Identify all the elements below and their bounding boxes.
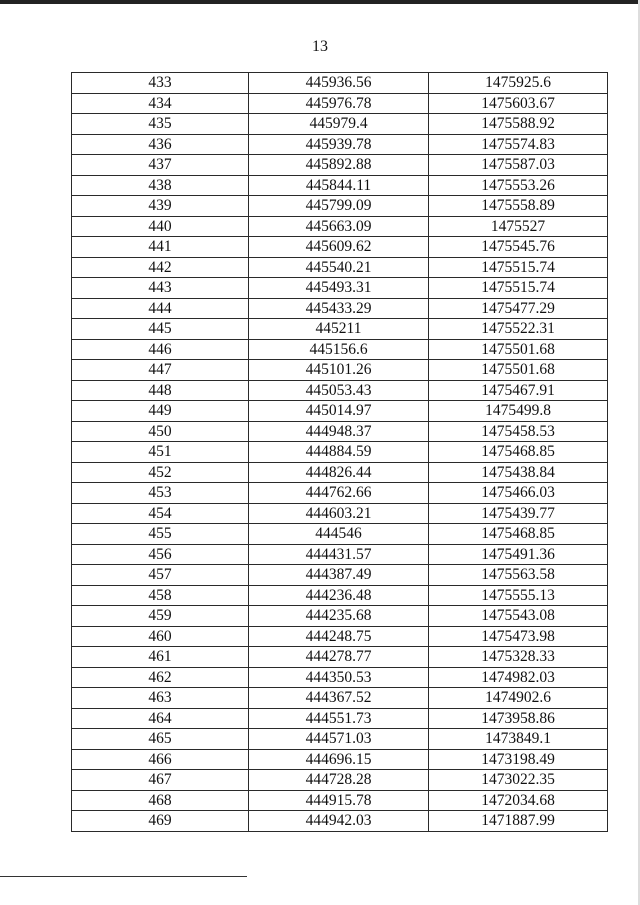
x-coordinate-cell: 445799.09 bbox=[249, 196, 429, 217]
table-row bbox=[72, 257, 608, 278]
table-row bbox=[72, 647, 608, 668]
x-coordinate-cell: 444915.78 bbox=[249, 790, 429, 811]
table-row bbox=[72, 749, 608, 770]
x-coordinate-cell: 444884.59 bbox=[249, 442, 429, 463]
point-number-cell: 444 bbox=[72, 298, 249, 319]
x-coordinate-cell: 444248.75 bbox=[249, 626, 429, 647]
table-row bbox=[72, 134, 608, 155]
point-number-cell: 451 bbox=[72, 442, 249, 463]
table-row bbox=[72, 606, 608, 627]
table-row bbox=[72, 585, 608, 606]
table-row bbox=[72, 339, 608, 360]
table-row bbox=[72, 93, 608, 114]
x-coordinate-cell: 444387.49 bbox=[249, 565, 429, 586]
table-row bbox=[72, 401, 608, 422]
x-coordinate-cell: 444551.73 bbox=[249, 708, 429, 729]
table-row bbox=[72, 524, 608, 545]
point-number-cell: 462 bbox=[72, 667, 249, 688]
point-number-cell: 452 bbox=[72, 462, 249, 483]
y-coordinate-cell: 1475501.68 bbox=[429, 360, 608, 381]
table-row bbox=[72, 729, 608, 750]
x-coordinate-cell: 444546 bbox=[249, 524, 429, 545]
y-coordinate-cell: 1475499.8 bbox=[429, 401, 608, 422]
table-row bbox=[72, 380, 608, 401]
point-number-cell: 447 bbox=[72, 360, 249, 381]
table-row bbox=[72, 626, 608, 647]
table-row bbox=[72, 790, 608, 811]
y-coordinate-cell: 1475522.31 bbox=[429, 319, 608, 340]
y-coordinate-cell: 1471887.99 bbox=[429, 811, 608, 832]
x-coordinate-cell: 445433.29 bbox=[249, 298, 429, 319]
y-coordinate-cell: 1475438.84 bbox=[429, 462, 608, 483]
y-coordinate-cell: 1475468.85 bbox=[429, 524, 608, 545]
coordinates-table bbox=[71, 72, 608, 832]
table-row bbox=[72, 73, 608, 94]
point-number-cell: 442 bbox=[72, 257, 249, 278]
table-row bbox=[72, 298, 608, 319]
y-coordinate-cell: 1475501.68 bbox=[429, 339, 608, 360]
y-coordinate-cell: 1475439.77 bbox=[429, 503, 608, 524]
y-coordinate-cell: 1475468.85 bbox=[429, 442, 608, 463]
point-number-cell: 436 bbox=[72, 134, 249, 155]
x-coordinate-cell: 445014.97 bbox=[249, 401, 429, 422]
table-row bbox=[72, 155, 608, 176]
y-coordinate-cell: 1473849.1 bbox=[429, 729, 608, 750]
point-number-cell: 453 bbox=[72, 483, 249, 504]
y-coordinate-cell: 1475491.36 bbox=[429, 544, 608, 565]
footnote-rule bbox=[0, 876, 247, 877]
point-number-cell: 445 bbox=[72, 319, 249, 340]
point-number-cell: 455 bbox=[72, 524, 249, 545]
point-number-cell: 458 bbox=[72, 585, 249, 606]
y-coordinate-cell: 1475558.89 bbox=[429, 196, 608, 217]
y-coordinate-cell: 1475555.13 bbox=[429, 585, 608, 606]
table-row bbox=[72, 462, 608, 483]
point-number-cell: 466 bbox=[72, 749, 249, 770]
y-coordinate-cell: 1475587.03 bbox=[429, 155, 608, 176]
x-coordinate-cell: 445844.11 bbox=[249, 175, 429, 196]
x-coordinate-cell: 445101.26 bbox=[249, 360, 429, 381]
y-coordinate-cell: 1475467.91 bbox=[429, 380, 608, 401]
y-coordinate-cell: 1475466.03 bbox=[429, 483, 608, 504]
table-row bbox=[72, 688, 608, 709]
point-number-cell: 469 bbox=[72, 811, 249, 832]
x-coordinate-cell: 444948.37 bbox=[249, 421, 429, 442]
table-row bbox=[72, 442, 608, 463]
y-coordinate-cell: 1475458.53 bbox=[429, 421, 608, 442]
y-coordinate-cell: 1474902.6 bbox=[429, 688, 608, 709]
x-coordinate-cell: 444278.77 bbox=[249, 647, 429, 668]
table-row bbox=[72, 196, 608, 217]
x-coordinate-cell: 444236.48 bbox=[249, 585, 429, 606]
y-coordinate-cell: 1474982.03 bbox=[429, 667, 608, 688]
y-coordinate-cell: 1475545.76 bbox=[429, 237, 608, 258]
point-number-cell: 433 bbox=[72, 73, 249, 94]
table-row bbox=[72, 483, 608, 504]
x-coordinate-cell: 445892.88 bbox=[249, 155, 429, 176]
y-coordinate-cell: 1475543.08 bbox=[429, 606, 608, 627]
x-coordinate-cell: 445609.62 bbox=[249, 237, 429, 258]
point-number-cell: 456 bbox=[72, 544, 249, 565]
y-coordinate-cell: 1475527 bbox=[429, 216, 608, 237]
x-coordinate-cell: 444762.66 bbox=[249, 483, 429, 504]
point-number-cell: 454 bbox=[72, 503, 249, 524]
point-number-cell: 434 bbox=[72, 93, 249, 114]
y-coordinate-cell: 1475588.92 bbox=[429, 114, 608, 135]
table-row bbox=[72, 175, 608, 196]
point-number-cell: 468 bbox=[72, 790, 249, 811]
table-row bbox=[72, 503, 608, 524]
table-row bbox=[72, 216, 608, 237]
y-coordinate-cell: 1475603.67 bbox=[429, 93, 608, 114]
x-coordinate-cell: 444571.03 bbox=[249, 729, 429, 750]
x-coordinate-cell: 444350.53 bbox=[249, 667, 429, 688]
x-coordinate-cell: 444942.03 bbox=[249, 811, 429, 832]
y-coordinate-cell: 1473958.86 bbox=[429, 708, 608, 729]
point-number-cell: 459 bbox=[72, 606, 249, 627]
table-row bbox=[72, 278, 608, 299]
x-coordinate-cell: 444696.15 bbox=[249, 749, 429, 770]
point-number-cell: 448 bbox=[72, 380, 249, 401]
point-number-cell: 461 bbox=[72, 647, 249, 668]
x-coordinate-cell: 445053.43 bbox=[249, 380, 429, 401]
table-row bbox=[72, 237, 608, 258]
y-coordinate-cell: 1473198.49 bbox=[429, 749, 608, 770]
y-coordinate-cell: 1475477.29 bbox=[429, 298, 608, 319]
y-coordinate-cell: 1473022.35 bbox=[429, 770, 608, 791]
table-row bbox=[72, 770, 608, 791]
x-coordinate-cell: 444235.68 bbox=[249, 606, 429, 627]
table-row bbox=[72, 708, 608, 729]
point-number-cell: 439 bbox=[72, 196, 249, 217]
y-coordinate-cell: 1475515.74 bbox=[429, 278, 608, 299]
x-coordinate-cell: 445939.78 bbox=[249, 134, 429, 155]
table-row bbox=[72, 421, 608, 442]
point-number-cell: 450 bbox=[72, 421, 249, 442]
table-row bbox=[72, 565, 608, 586]
point-number-cell: 446 bbox=[72, 339, 249, 360]
table-row bbox=[72, 667, 608, 688]
x-coordinate-cell: 444431.57 bbox=[249, 544, 429, 565]
point-number-cell: 440 bbox=[72, 216, 249, 237]
x-coordinate-cell: 445663.09 bbox=[249, 216, 429, 237]
point-number-cell: 460 bbox=[72, 626, 249, 647]
x-coordinate-cell: 445156.6 bbox=[249, 339, 429, 360]
point-number-cell: 457 bbox=[72, 565, 249, 586]
point-number-cell: 441 bbox=[72, 237, 249, 258]
x-coordinate-cell: 444367.52 bbox=[249, 688, 429, 709]
x-coordinate-cell: 445976.78 bbox=[249, 93, 429, 114]
y-coordinate-cell: 1475473.98 bbox=[429, 626, 608, 647]
table-row bbox=[72, 544, 608, 565]
point-number-cell: 465 bbox=[72, 729, 249, 750]
x-coordinate-cell: 444603.21 bbox=[249, 503, 429, 524]
point-number-cell: 435 bbox=[72, 114, 249, 135]
y-coordinate-cell: 1472034.68 bbox=[429, 790, 608, 811]
y-coordinate-cell: 1475328.33 bbox=[429, 647, 608, 668]
x-coordinate-cell: 445936.56 bbox=[249, 73, 429, 94]
point-number-cell: 467 bbox=[72, 770, 249, 791]
y-coordinate-cell: 1475515.74 bbox=[429, 257, 608, 278]
scan-edge-top bbox=[0, 0, 640, 4]
table-row bbox=[72, 360, 608, 381]
y-coordinate-cell: 1475574.83 bbox=[429, 134, 608, 155]
y-coordinate-cell: 1475563.58 bbox=[429, 565, 608, 586]
point-number-cell: 463 bbox=[72, 688, 249, 709]
table-row bbox=[72, 114, 608, 135]
coordinates-table-body bbox=[72, 73, 608, 832]
y-coordinate-cell: 1475925.6 bbox=[429, 73, 608, 94]
x-coordinate-cell: 444728.28 bbox=[249, 770, 429, 791]
page-number: 13 bbox=[312, 38, 328, 55]
point-number-cell: 437 bbox=[72, 155, 249, 176]
x-coordinate-cell: 445493.31 bbox=[249, 278, 429, 299]
x-coordinate-cell: 445540.21 bbox=[249, 257, 429, 278]
x-coordinate-cell: 445211 bbox=[249, 319, 429, 340]
table-row bbox=[72, 811, 608, 832]
point-number-cell: 449 bbox=[72, 401, 249, 422]
point-number-cell: 443 bbox=[72, 278, 249, 299]
y-coordinate-cell: 1475553.26 bbox=[429, 175, 608, 196]
x-coordinate-cell: 444826.44 bbox=[249, 462, 429, 483]
point-number-cell: 438 bbox=[72, 175, 249, 196]
x-coordinate-cell: 445979.4 bbox=[249, 114, 429, 135]
table-row bbox=[72, 319, 608, 340]
point-number-cell: 464 bbox=[72, 708, 249, 729]
